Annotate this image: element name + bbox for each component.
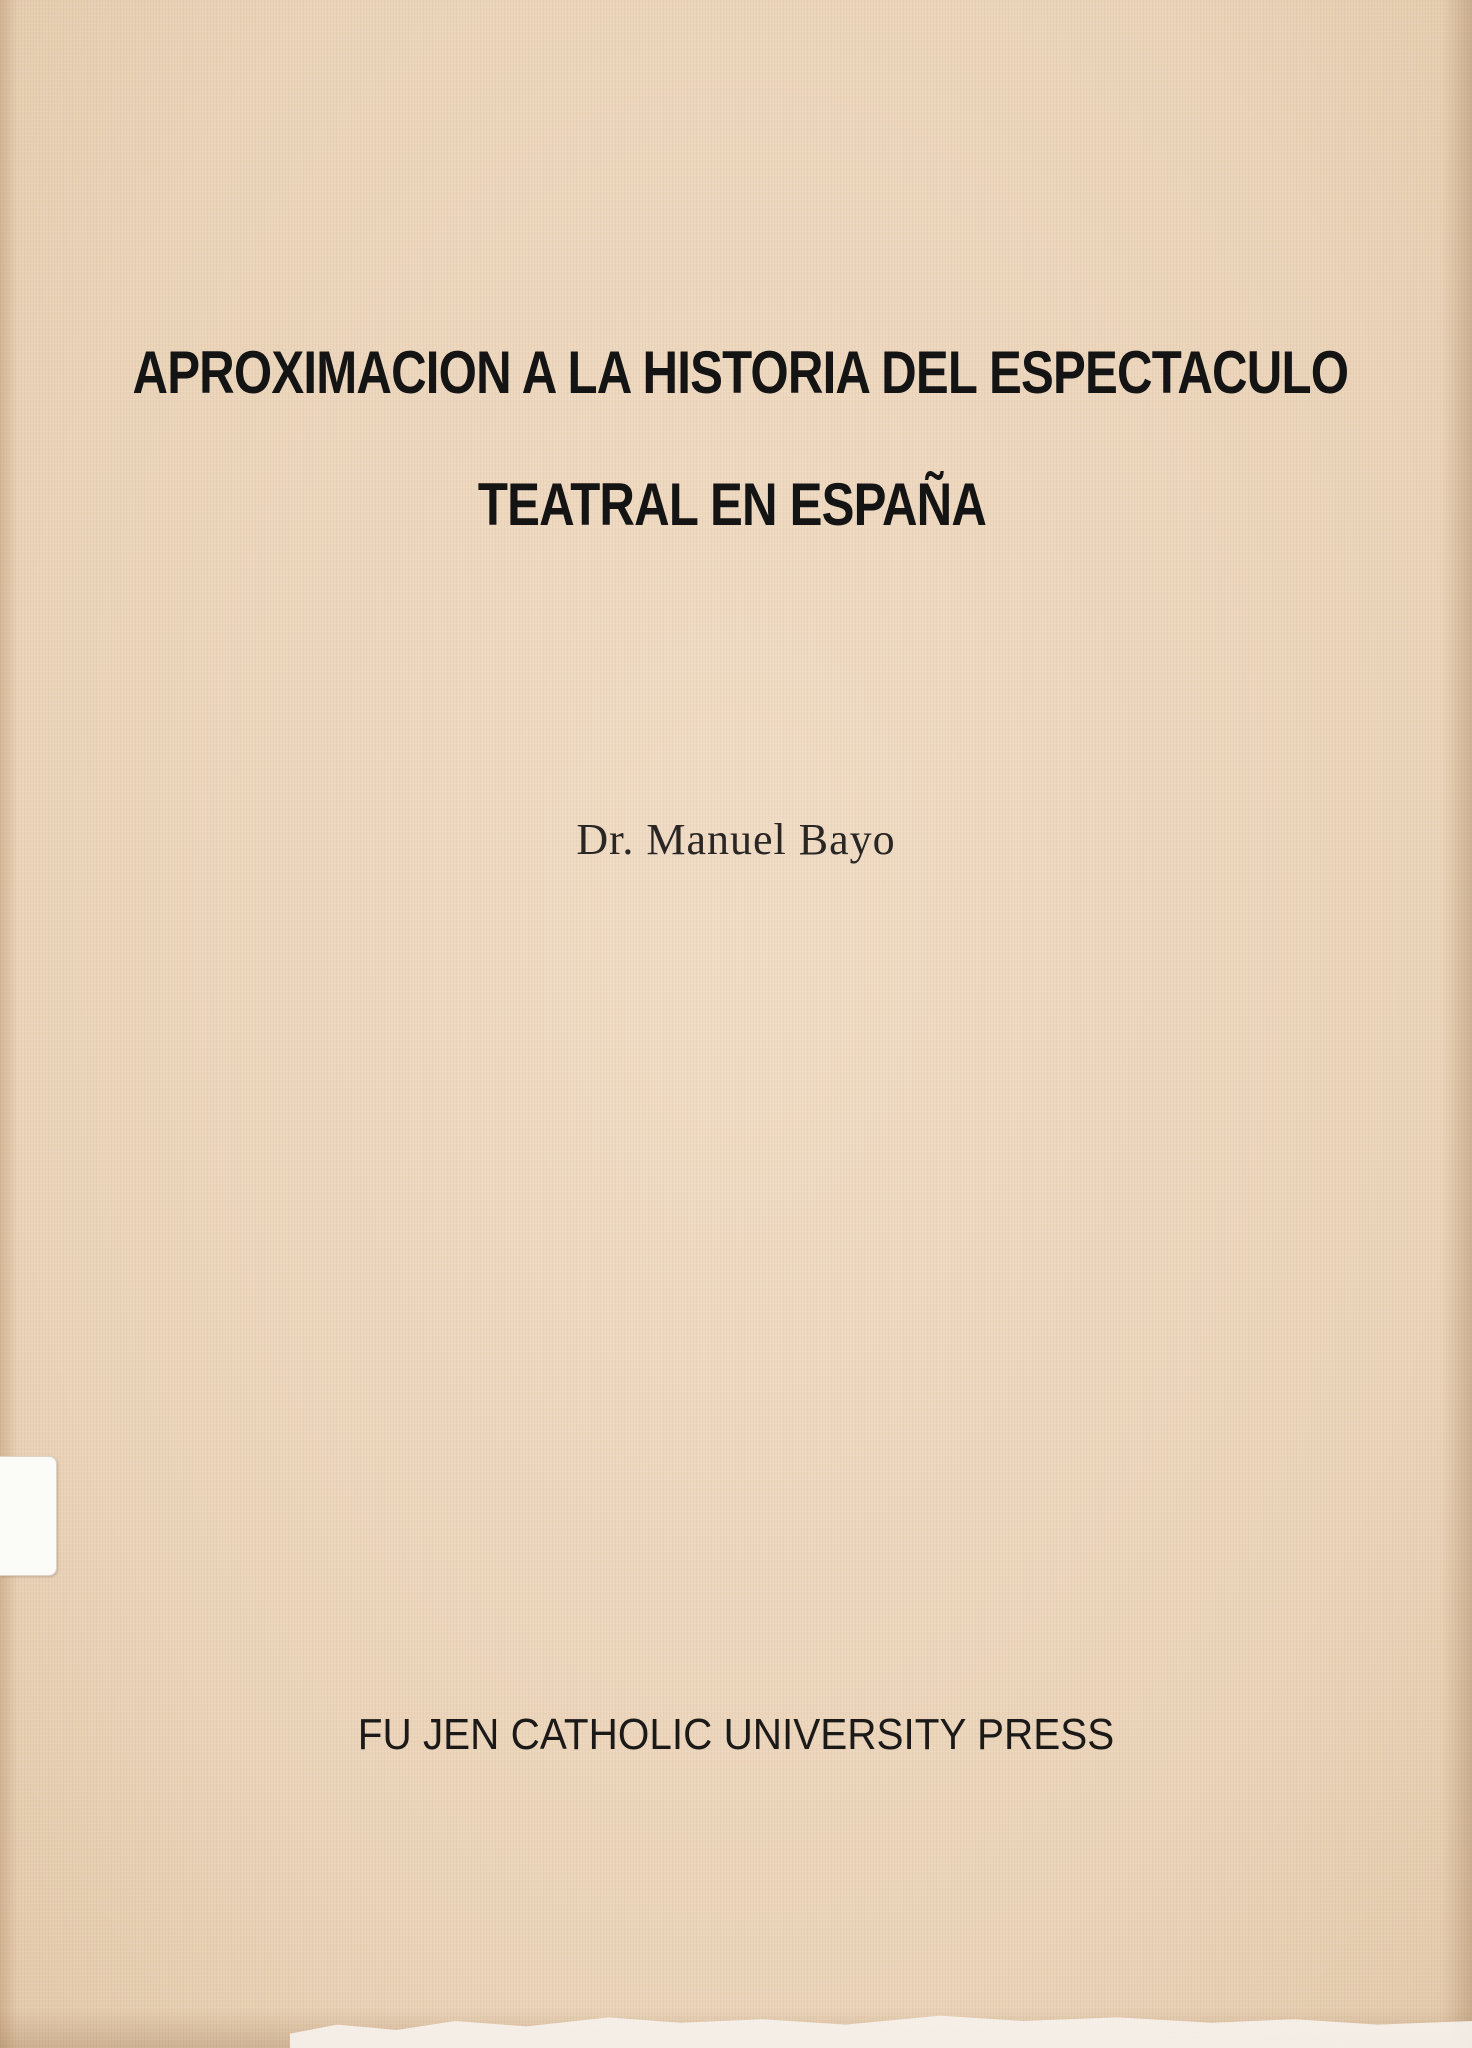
book-publisher: FU JEN CATHOLIC UNIVERSITY PRESS <box>357 1710 1115 1759</box>
book-title-line-2: TEATRAL EN ESPAÑA <box>477 471 987 538</box>
library-label-sticker <box>0 1456 57 1576</box>
book-author: Dr. Manuel Bayo <box>576 815 896 864</box>
cover-left-edge-shadow <box>0 0 18 2048</box>
book-title-line-1: APROXIMACION A LA HISTORIA DEL ESPECTACULO <box>132 339 1349 406</box>
cover-right-edge-shadow <box>1442 0 1472 2048</box>
